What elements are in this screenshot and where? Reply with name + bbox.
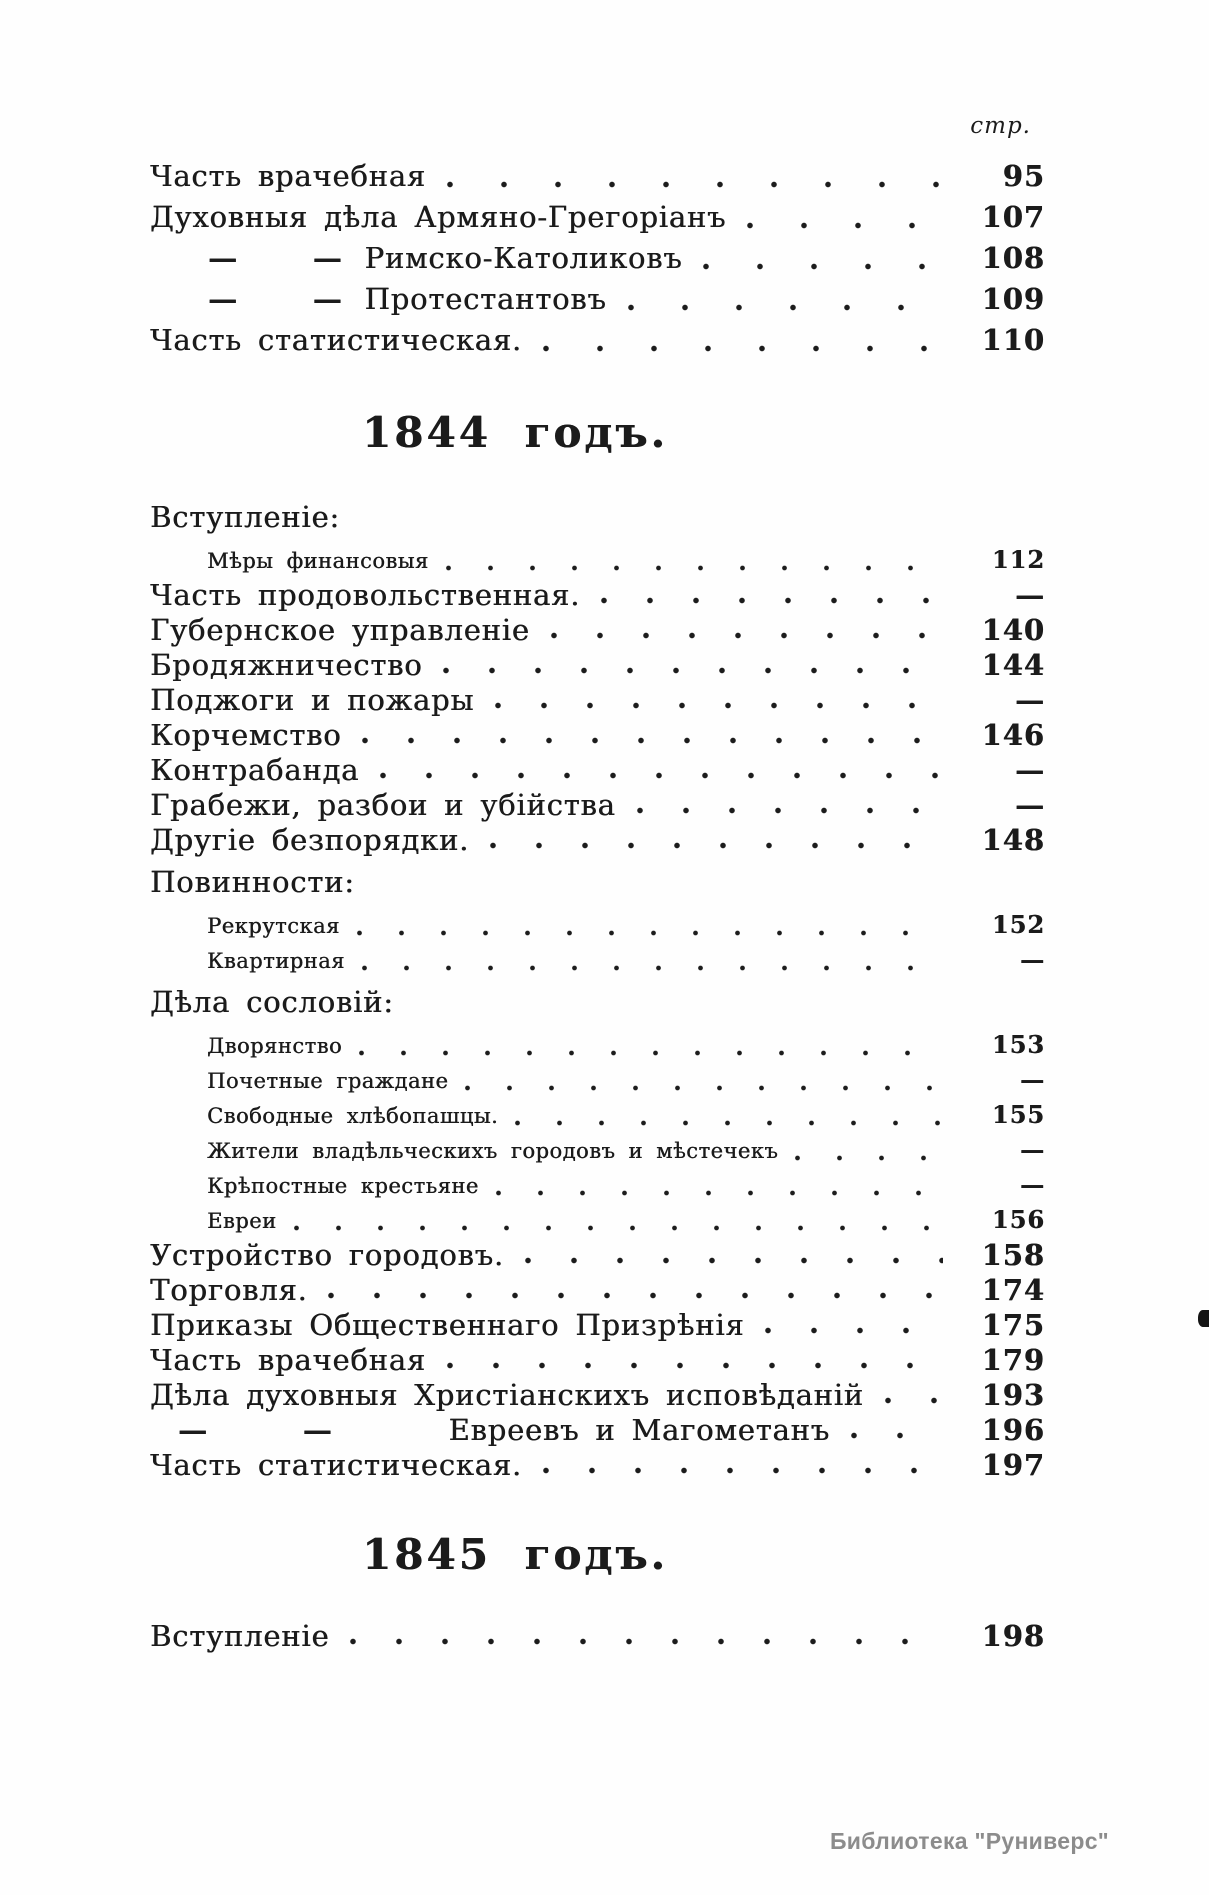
page-number: — xyxy=(1015,753,1045,787)
entry-title: Дѣла духовныя Христіанскихъ исповѣданій xyxy=(150,1378,864,1412)
dot-leader xyxy=(361,964,945,972)
toc-entry xyxy=(150,908,1045,943)
entry-title: Поджоги и пожары xyxy=(150,683,475,717)
dot-leader xyxy=(446,180,943,189)
entry-title: Евреевъ и Магометанъ xyxy=(448,1413,830,1447)
toc-entry xyxy=(150,1273,1045,1308)
dot-leader xyxy=(514,1119,945,1127)
toc-entry xyxy=(150,156,1045,197)
page-number: 108 xyxy=(981,241,1045,275)
entry-title: Часть статистическая. xyxy=(150,1448,522,1482)
entry-title: Другіе безпорядки. xyxy=(150,823,470,857)
entry-title: Протестантовъ xyxy=(364,282,607,316)
entry-title: Повинности: xyxy=(150,865,355,899)
page-number: 193 xyxy=(981,1378,1045,1412)
dot-leader xyxy=(327,1291,943,1300)
page-number: 107 xyxy=(981,200,1045,234)
page-number: 174 xyxy=(981,1273,1045,1307)
toc-entry xyxy=(150,982,1045,1022)
entry-title: Евреи xyxy=(207,1209,277,1233)
content-column xyxy=(150,112,1045,1654)
page-column-label: стр. xyxy=(970,113,1031,139)
toc-entry xyxy=(150,788,1045,823)
toc-entry xyxy=(150,823,1045,858)
dot-leader xyxy=(489,841,943,850)
entry-title: Дѣла сословій: xyxy=(150,985,394,1019)
toc-entry xyxy=(150,1098,1045,1133)
toc-entry xyxy=(150,1238,1045,1273)
year-heading: 1844 годъ. xyxy=(361,408,669,457)
toc-entry xyxy=(150,320,1045,361)
entry-title: Рекрутская xyxy=(207,914,340,938)
page-number: — xyxy=(1020,1170,1045,1199)
entry-title: Мѣры финансовыя xyxy=(207,549,429,573)
dot-leader xyxy=(600,596,943,605)
dot-leader xyxy=(358,1049,945,1057)
ditto-dashes: — — xyxy=(208,282,343,316)
dot-leader xyxy=(356,929,945,937)
dot-leader xyxy=(361,736,943,745)
dot-leader xyxy=(495,1189,945,1197)
dot-leader xyxy=(746,221,943,230)
page-number: 152 xyxy=(991,910,1045,939)
entry-title: Дворянство xyxy=(207,1034,343,1058)
toc-entry xyxy=(150,578,1045,613)
page-number: 198 xyxy=(981,1619,1045,1653)
dot-leader xyxy=(550,631,943,640)
page-number: 153 xyxy=(991,1030,1045,1059)
toc-entry xyxy=(150,1619,1045,1654)
entry-title: Крѣпостные крестьяне xyxy=(207,1174,479,1198)
toc-entry xyxy=(150,543,1045,578)
entry-title: Почетные граждане xyxy=(207,1069,449,1093)
page-number: 197 xyxy=(981,1448,1045,1482)
entry-title: Вступленіе xyxy=(150,1619,330,1653)
toc-entry xyxy=(150,197,1045,238)
page-number: 156 xyxy=(991,1205,1045,1234)
page-number: 146 xyxy=(981,718,1045,752)
entry-title: Часть продовольственная. xyxy=(150,578,581,612)
toc-entry xyxy=(150,648,1045,683)
toc-entry xyxy=(150,1133,1045,1168)
toc-entry xyxy=(150,238,1045,279)
entry-title: Свободные хлѣбопашцы. xyxy=(207,1104,499,1128)
entry-title: Контрабанда xyxy=(150,753,360,787)
entry-title: Вступленіе: xyxy=(150,500,340,534)
dot-leader xyxy=(379,771,943,780)
toc-entry xyxy=(150,1378,1045,1413)
dot-leader xyxy=(442,666,943,675)
dot-leader xyxy=(636,806,943,815)
page-number: 175 xyxy=(981,1308,1045,1342)
page-number: 155 xyxy=(991,1100,1045,1129)
page-number: 140 xyxy=(981,613,1045,647)
page-number: 110 xyxy=(981,323,1045,357)
dot-leader xyxy=(445,564,945,572)
entry-title: Римско-Католиковъ xyxy=(364,241,683,275)
dot-leader xyxy=(524,1256,943,1265)
entry-title: Губернское управленіе xyxy=(150,613,530,647)
dot-leader xyxy=(884,1396,943,1405)
entry-title: Устройство городовъ. xyxy=(150,1238,504,1272)
toc-entry xyxy=(150,862,1045,902)
toc-entry xyxy=(150,753,1045,788)
dot-leader xyxy=(494,701,943,710)
dot-leader xyxy=(794,1154,945,1162)
page-number: — xyxy=(1015,578,1045,612)
toc-entry xyxy=(150,683,1045,718)
entry-title: Бродяжничество xyxy=(150,648,423,682)
dot-leader xyxy=(464,1084,945,1092)
page-number: 109 xyxy=(981,282,1045,316)
page-number: 148 xyxy=(981,823,1045,857)
entry-title: Духовныя дѣла Армяно-Грегоріанъ xyxy=(150,200,727,234)
page-number: 179 xyxy=(981,1343,1045,1377)
ditto-dashes: — — xyxy=(178,1413,333,1447)
page-number: — xyxy=(1020,1135,1045,1164)
toc-entry xyxy=(150,943,1045,978)
page-number: — xyxy=(1020,1065,1045,1094)
toc-entry xyxy=(150,613,1045,648)
entry-title: Приказы Общественнаго Призрѣнія xyxy=(150,1308,745,1342)
toc-entry xyxy=(150,1343,1045,1378)
dot-leader xyxy=(764,1326,943,1335)
dot-leader xyxy=(349,1637,943,1646)
dot-leader xyxy=(627,303,943,312)
entry-title: Квартирная xyxy=(207,949,345,973)
table-of-contents xyxy=(150,156,1045,1654)
dot-leader xyxy=(702,262,943,271)
toc-entry xyxy=(150,1308,1045,1343)
page-number: — xyxy=(1015,683,1045,717)
toc-entry xyxy=(150,718,1045,753)
toc-entry xyxy=(150,1448,1045,1483)
toc-entry xyxy=(150,1168,1045,1203)
entry-title: Корчемство xyxy=(150,718,342,752)
toc-entry xyxy=(150,1203,1045,1238)
toc-entry xyxy=(150,497,1045,537)
page-number: 196 xyxy=(981,1413,1045,1447)
page-number: 158 xyxy=(981,1238,1045,1272)
entry-title: Часть врачебная xyxy=(150,1343,426,1377)
dot-leader xyxy=(850,1431,943,1440)
entry-title: Жители владѣльческихъ городовъ и мѣстечекъ xyxy=(207,1139,779,1163)
page-number: — xyxy=(1015,788,1045,822)
dot-leader xyxy=(446,1361,943,1370)
dot-leader xyxy=(542,1466,943,1475)
ditto-dashes: — — xyxy=(208,241,343,275)
library-watermark: Библиотека "Руниверс" xyxy=(829,1828,1109,1854)
page-number: — xyxy=(1020,945,1045,974)
year-heading: 1845 годъ. xyxy=(361,1530,669,1579)
page-number: 144 xyxy=(981,648,1045,682)
toc-entry xyxy=(150,279,1045,320)
scan-artifact xyxy=(1198,1310,1209,1327)
dot-leader xyxy=(542,344,943,353)
toc-entry xyxy=(150,1028,1045,1063)
toc-entry xyxy=(150,1063,1045,1098)
entry-title: Часть статистическая. xyxy=(150,323,522,357)
dot-leader xyxy=(293,1224,945,1232)
entry-title: Часть врачебная xyxy=(150,159,426,193)
toc-entry xyxy=(150,1413,1045,1448)
page-number: 95 xyxy=(1002,159,1045,193)
entry-title: Торговля. xyxy=(150,1273,308,1307)
entry-title: Грабежи, разбои и убійства xyxy=(150,788,616,822)
page-number: 112 xyxy=(991,545,1045,574)
